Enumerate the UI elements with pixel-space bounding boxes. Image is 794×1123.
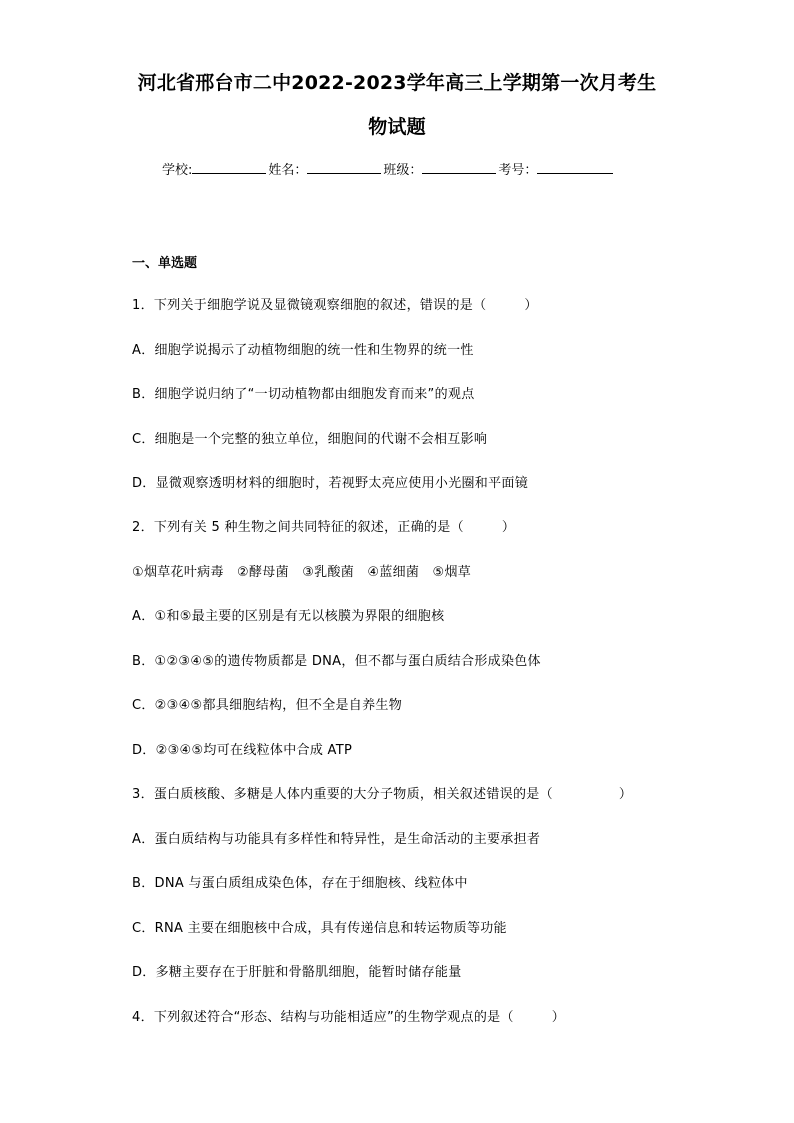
question-1-option-a: A．细胞学说揭示了动植物细胞的统一性和生物界的统一性 <box>132 343 474 358</box>
exam-title-line-1: 河北省邢台市二中2022-2023学年高三上学期第一次月考生 <box>137 72 657 94</box>
name-label: 姓名： <box>268 163 308 178</box>
question-2-option-a: A．①和⑤最主要的区别是有无以核膜为界限的细胞核 <box>132 609 445 624</box>
question-3-stem-close: ） <box>618 787 633 802</box>
class-blank[interactable] <box>422 159 496 174</box>
name-blank[interactable] <box>307 159 381 174</box>
exam-number-label: 考号： <box>498 163 538 178</box>
question-1-stem-close: ） <box>524 298 538 313</box>
question-4-stem <box>132 1006 565 1025</box>
question-3-stem-text: 3．蛋白质核酸、多糖是人体内重要的大分子物质，相关叙述错误的是（ <box>132 787 553 802</box>
question-3-option-c: C．RNA 主要在细胞核中合成，具有传递信息和转运物质等功能 <box>132 921 507 936</box>
question-2-option-c: C．②③④⑤都具细胞结构，但不全是自养生物 <box>132 698 402 713</box>
question-1-option-c: C．细胞是一个完整的独立单位，细胞间的代谢不会相互影响 <box>132 432 488 447</box>
question-2-stem-close: ） <box>501 520 516 535</box>
school-label: 学校: <box>162 163 193 178</box>
exam-number-blank[interactable] <box>537 159 613 174</box>
section-heading-single-choice: 一、单选题 <box>132 256 198 271</box>
question-2-option-d: D．②③④⑤均可在线粒体中合成 ATP <box>132 743 353 758</box>
question-3-option-d: D．多糖主要存在于肝脏和骨骼肌细胞，能暂时储存能量 <box>132 965 462 980</box>
question-3-option-a: A．蛋白质结构与功能具有多样性和特异性，是生命活动的主要承担者 <box>132 832 541 847</box>
student-info-row <box>162 159 615 178</box>
question-1-stem <box>132 294 538 313</box>
question-2-stem <box>132 516 515 535</box>
exam-title-line-2: 物试题 <box>368 116 426 138</box>
question-3-stem <box>132 783 632 802</box>
question-1-option-b: B．细胞学说归纳了“一切动植物都由细胞发育而来”的观点 <box>132 387 475 402</box>
question-2-stem-text: 2．下列有关 5 种生物之间共同特征的叙述，正确的是（ <box>132 520 464 535</box>
class-label: 班级： <box>383 163 423 178</box>
question-2-organism-list: ①烟草花叶病毒 ②酵母菌 ③乳酸菌 ④蓝细菌 ⑤烟草 <box>132 565 472 580</box>
question-2-option-b: B．①②③④⑤的遗传物质都是 DNA，但不都与蛋白质结合形成染色体 <box>132 654 541 669</box>
question-4-stem-text: 4．下列叙述符合“形态、结构与功能相适应”的生物学观点的是（ <box>132 1010 514 1025</box>
question-3-option-b: B．DNA 与蛋白质组成染色体，存在于细胞核、线粒体中 <box>132 876 468 891</box>
question-1-stem-text: 1．下列关于细胞学说及显微镜观察细胞的叙述，错误的是（ <box>132 298 487 313</box>
question-4-stem-close: ） <box>551 1010 566 1025</box>
question-1-option-d: D．显微观察透明材料的细胞时，若视野太亮应使用小光圈和平面镜 <box>132 476 529 491</box>
school-blank[interactable] <box>192 159 266 174</box>
